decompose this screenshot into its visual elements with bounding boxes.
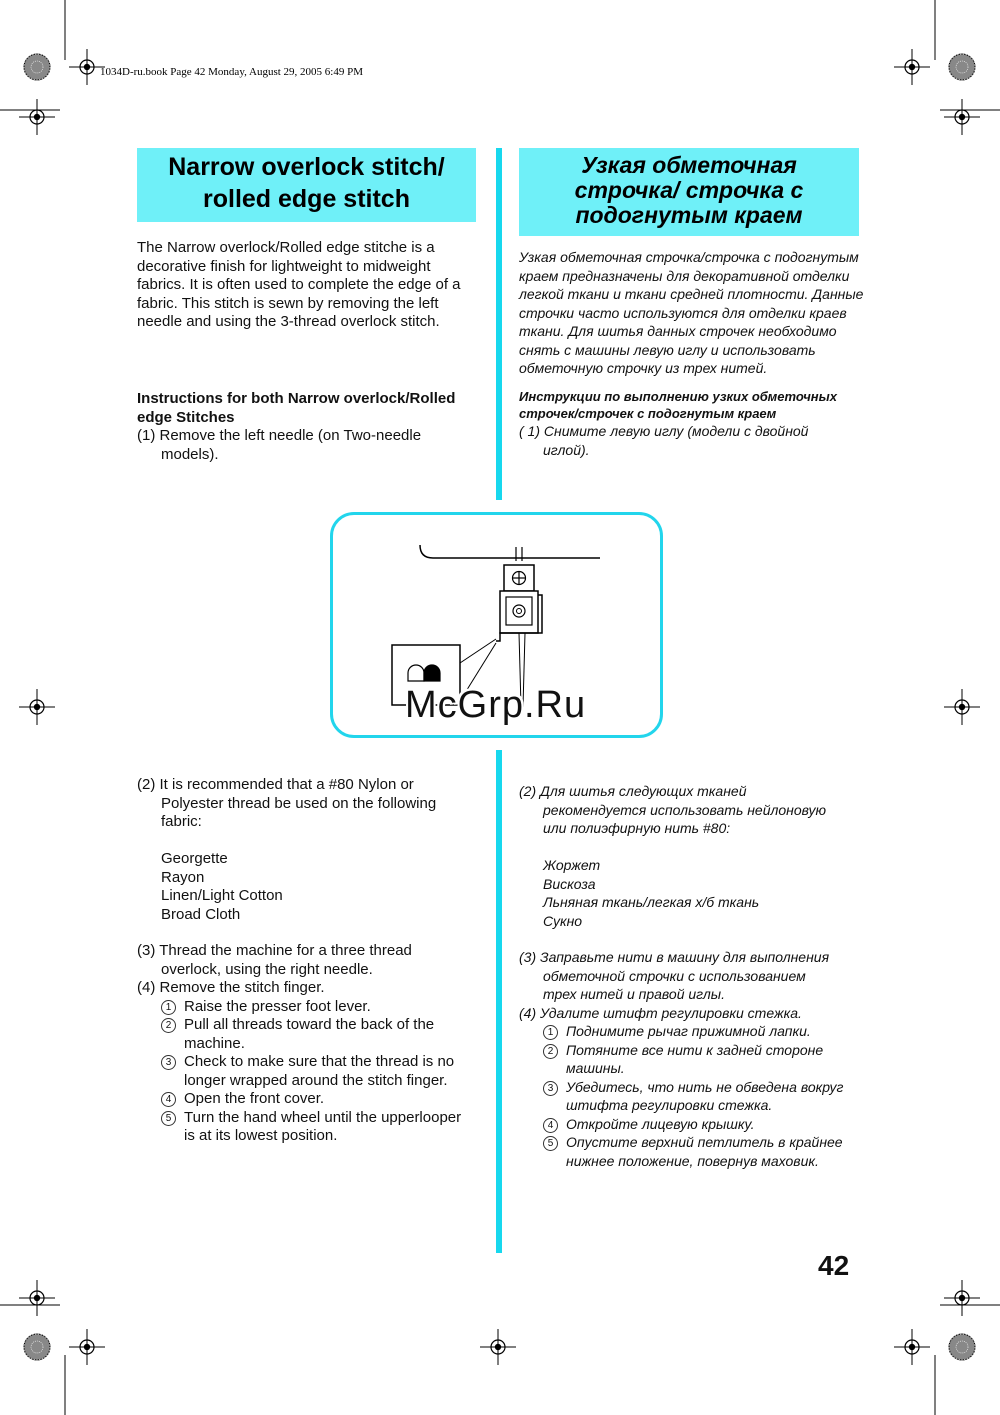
text-line: decorative finish for lightweight to midweight bbox=[137, 257, 431, 275]
number-circle: 2 bbox=[161, 1018, 176, 1033]
title-ru-line: строчка/ строчка с bbox=[574, 177, 804, 203]
number-circle: 2 bbox=[543, 1044, 558, 1059]
substep bbox=[137, 1109, 461, 1128]
substep bbox=[519, 1078, 843, 1097]
text-line: fabric. This stitch is sewn by removing the left bbox=[137, 294, 439, 312]
text-line: рекомендуется использовать нейлоновую bbox=[543, 801, 827, 818]
substep-text: Потяните все нити к задней стороне bbox=[566, 1041, 824, 1058]
text-line: обметочную строчку из трех нитей. bbox=[519, 360, 768, 376]
steps-3-4-ru bbox=[519, 948, 843, 1170]
column-divider-top bbox=[496, 148, 502, 500]
text-line: fabrics. It is often used to complete the edge of a bbox=[137, 276, 461, 293]
substep bbox=[137, 1053, 461, 1072]
text-line: Polyester thread be used on the following bbox=[161, 794, 437, 812]
text-line: needle and using the 3-thread overlock stitch. bbox=[137, 313, 440, 330]
text-line: обметочной строчки с использованием bbox=[543, 967, 806, 984]
text-line: models). bbox=[161, 445, 219, 463]
text-line: трех нитей и правой иглы. bbox=[543, 986, 725, 1002]
text-line: (4) Remove the stitch finger. bbox=[137, 979, 325, 996]
text-line: is at its lowest position. bbox=[184, 1127, 338, 1144]
text-line: (3) Заправьте нити в машину для выполнения bbox=[519, 949, 830, 965]
text-line: (2) Для шитья следующих тканей bbox=[519, 783, 747, 799]
text-line: нижнее положение, повернув маховик. bbox=[566, 1152, 819, 1169]
fabric-item: Льняная ткань/легкая х/б ткань bbox=[543, 894, 760, 910]
text-line: или полиэфирную нить #80: bbox=[543, 820, 731, 836]
substep-text: Убедитесь, что нить не обведена вокруг bbox=[566, 1078, 844, 1095]
watermark: McGrp.Ru bbox=[405, 684, 587, 726]
substep-text: Опустите верхний петлитель в крайнее bbox=[566, 1134, 843, 1150]
instructions-heading-ru bbox=[519, 388, 837, 422]
substep bbox=[137, 998, 461, 1017]
step2-ru bbox=[519, 782, 826, 838]
text-line: machine. bbox=[184, 1034, 245, 1052]
substep-text: Turn the hand wheel until the upperlooper bbox=[184, 1108, 462, 1126]
title-en-line: rolled edge stitch bbox=[203, 185, 410, 213]
text-line: Instructions for both Narrow overlock/Rolled bbox=[137, 390, 456, 407]
text-line: строчек/строчек с подогнутым краем bbox=[519, 406, 777, 421]
number-circle: 1 bbox=[543, 1025, 558, 1040]
title-ru bbox=[519, 148, 859, 236]
substep bbox=[137, 1090, 461, 1109]
substep-text: Поднимите рычаг прижимной лапки. bbox=[566, 1023, 811, 1039]
title-en-line: Narrow overlock stitch/ bbox=[168, 153, 445, 181]
text-line: longer wrapped around the stitch finger. bbox=[184, 1071, 448, 1089]
instructions-heading-en bbox=[137, 390, 455, 427]
substep-text: Check to make sure that the thread is no bbox=[184, 1053, 455, 1070]
fabric-item: Georgette bbox=[161, 850, 228, 867]
text-line: (2) It is recommended that a #80 Nylon or bbox=[137, 776, 414, 793]
title-ru-line: Узкая обметочная bbox=[581, 152, 797, 178]
text-line: The Narrow overlock/Rolled edge stitche is a bbox=[137, 239, 435, 256]
substep bbox=[519, 1133, 843, 1152]
fabric-item: Broad Cloth bbox=[161, 905, 241, 923]
substep bbox=[137, 1016, 461, 1035]
text-line: машины. bbox=[566, 1060, 625, 1076]
text-line: строчки часто используются для отделки краев bbox=[519, 304, 847, 321]
fabric-item: Сукно bbox=[543, 912, 583, 929]
substep-text: Pull all threads toward the back of the bbox=[184, 1016, 435, 1033]
text-line: Инструкции по выполнению узких обметочных bbox=[519, 389, 837, 404]
substep bbox=[519, 1041, 843, 1060]
text-line: штифта регулировки стежка. bbox=[566, 1097, 773, 1113]
fabric-item: Жоржет bbox=[543, 857, 601, 873]
step1-ru bbox=[519, 422, 808, 459]
substep-text: Откройте лицевую крышку. bbox=[566, 1115, 755, 1132]
text-line: fabric: bbox=[161, 813, 202, 830]
text-line: (4) Удалите штифт регулировки стежка. bbox=[519, 1004, 802, 1021]
fabric-item: Вискоза bbox=[543, 875, 596, 892]
text-line: ткани. Для шитья данных строчек необходимо bbox=[519, 323, 837, 339]
number-circle: 4 bbox=[543, 1118, 558, 1133]
steps-3-4-en bbox=[137, 942, 461, 1146]
text-line: снять с машины левую иглу и использовать bbox=[519, 341, 816, 358]
number-circle: 4 bbox=[161, 1092, 176, 1107]
text-line: иглой). bbox=[543, 441, 590, 458]
title-ru-line: подогнутым краем bbox=[575, 202, 803, 228]
substep-text: Open the front cover. bbox=[184, 1090, 325, 1107]
print-header: 1034D-ru.book Page 42 Monday, August 29, 2005 6:49 PM bbox=[100, 66, 363, 78]
text-line: Узкая обметочная строчка/строчка с подогнутым bbox=[519, 249, 859, 265]
step1-en bbox=[137, 427, 421, 464]
substep bbox=[519, 1022, 843, 1041]
fabric-list-ru bbox=[543, 856, 759, 930]
text-line: (3) Thread the machine for a three thread bbox=[137, 942, 412, 959]
number-circle: 3 bbox=[543, 1081, 558, 1096]
fabric-item: Linen/Light Cotton bbox=[161, 887, 283, 904]
text-line: (1) Remove the left needle (on Two-needle bbox=[137, 427, 422, 444]
number-circle: 5 bbox=[543, 1136, 558, 1151]
text-line: edge Stitches bbox=[137, 408, 235, 426]
title-en bbox=[137, 148, 476, 222]
page-number: 42 bbox=[818, 1250, 850, 1281]
text-line: overlock, using the right needle. bbox=[161, 960, 373, 978]
number-circle: 1 bbox=[161, 1000, 176, 1015]
intro-ru bbox=[519, 248, 863, 378]
intro-en bbox=[137, 239, 461, 332]
fabric-item: Rayon bbox=[161, 868, 205, 886]
substep bbox=[519, 1115, 843, 1134]
number-circle: 3 bbox=[161, 1055, 176, 1070]
text-line: краем предназначены для декоративной отделки bbox=[519, 267, 850, 284]
step2-en bbox=[137, 776, 436, 832]
substep-text: Raise the presser foot lever. bbox=[184, 997, 371, 1015]
text-line: ( 1) Снимите левую иглу (модели с двойной bbox=[519, 423, 809, 439]
column-divider-bottom bbox=[496, 750, 502, 1253]
fabric-list-en bbox=[161, 850, 283, 924]
text-line: легкой ткани и ткани средней плотности. Данные bbox=[519, 286, 864, 302]
number-circle: 5 bbox=[161, 1111, 176, 1126]
